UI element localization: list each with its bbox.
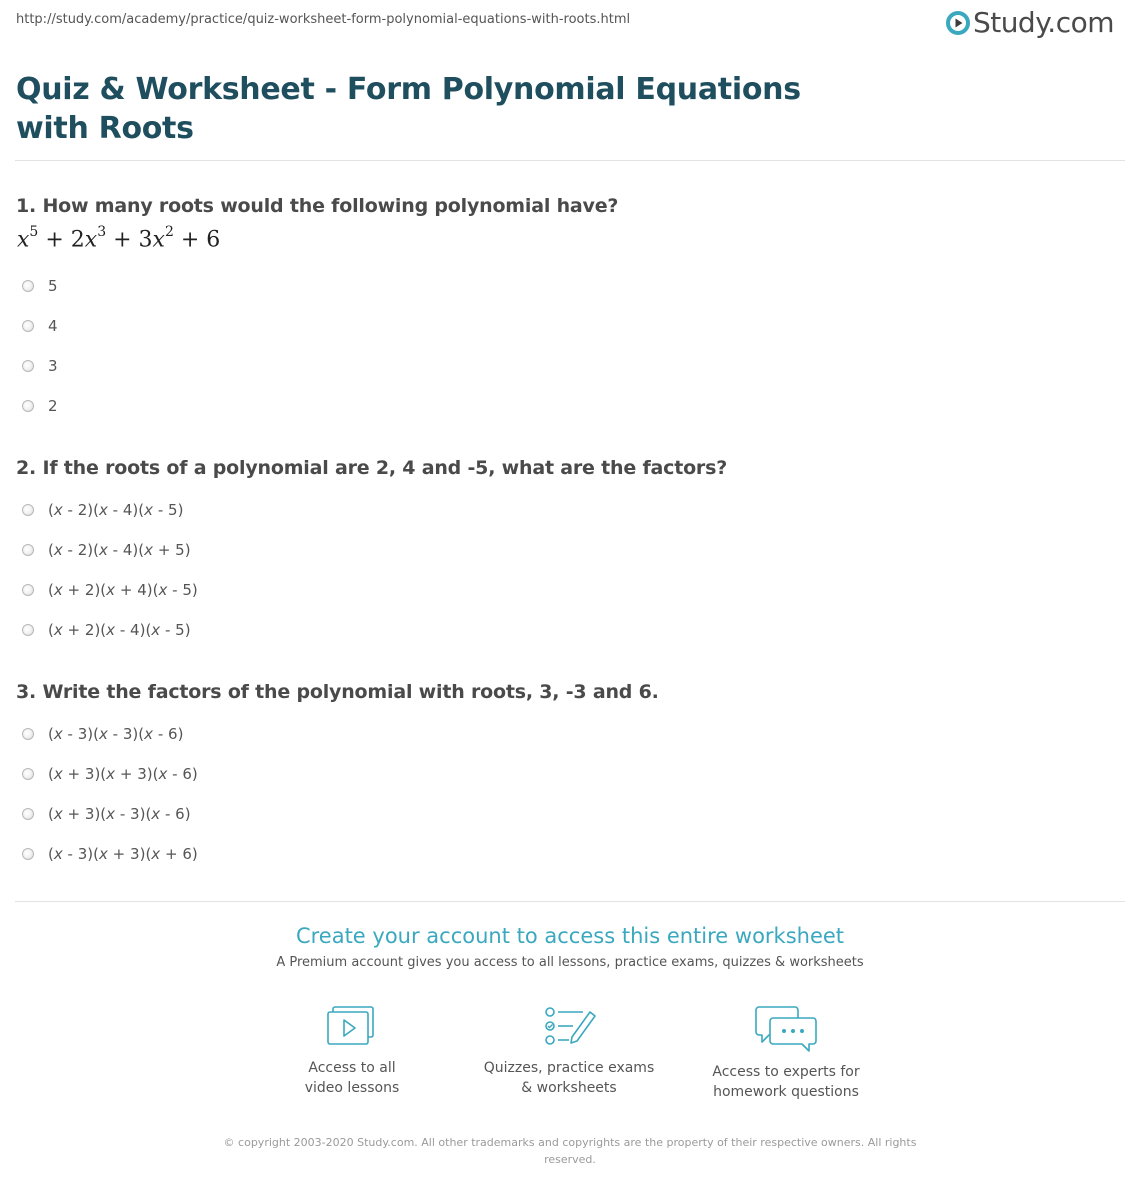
answer-option[interactable] <box>22 346 58 386</box>
radio-button[interactable] <box>22 400 34 412</box>
question-1-prompt: 1. How many roots would the following polynomial have? <box>16 195 619 217</box>
feature-line: & worksheets <box>521 1080 617 1096</box>
answer-option[interactable] <box>22 306 58 346</box>
feature-line: Access to experts for <box>712 1064 860 1080</box>
answer-option[interactable] <box>22 530 198 570</box>
radio-button[interactable] <box>22 320 34 332</box>
play-circle-icon <box>945 10 971 36</box>
radio-button[interactable] <box>22 728 34 740</box>
quiz-checklist-icon <box>539 1004 599 1050</box>
create-account-link[interactable]: Create your account to access this entire worksheet <box>295 924 845 948</box>
feature-experts <box>686 1004 886 1102</box>
answer-option[interactable] <box>22 834 198 874</box>
answer-option[interactable] <box>22 266 58 306</box>
answer-option[interactable] <box>22 794 198 834</box>
question-1-formula: $x^5 + 2x^3 + 3x^2 + 6$ <box>17 224 221 253</box>
logo-text: Study.com <box>972 6 1114 39</box>
page-title: Quiz & Worksheet - Form Polynomial Equations with Roots <box>16 72 801 146</box>
option-label: (x + 3)(x + 3)(x - 6) <box>48 765 198 783</box>
option-label: (x - 3)(x + 3)(x + 6) <box>48 845 198 863</box>
feature-line: Access to all <box>308 1060 396 1076</box>
feature-line: Quizzes, practice exams <box>483 1060 655 1076</box>
premium-description: A Premium account gives you access to all lessons, practice exams, quizzes & worksheets <box>276 955 864 970</box>
option-label: (x + 3)(x - 3)(x - 6) <box>48 805 191 823</box>
radio-button[interactable] <box>22 848 34 860</box>
option-label: (x - 3)(x - 3)(x - 6) <box>48 725 184 743</box>
feature-line: homework questions <box>713 1084 859 1100</box>
option-label: 3 <box>48 357 58 375</box>
page-url: http://study.com/academy/practice/quiz-worksheet-form-polynomial-equations-with-roots.html <box>16 12 631 27</box>
answer-option[interactable] <box>22 570 198 610</box>
radio-button[interactable] <box>22 584 34 596</box>
divider <box>15 901 1125 902</box>
video-lessons-icon <box>324 1004 380 1050</box>
question-2-options <box>22 490 198 650</box>
question-3-options <box>22 714 198 874</box>
radio-button[interactable] <box>22 504 34 516</box>
answer-option[interactable] <box>22 490 198 530</box>
question-3-prompt: 3. Write the factors of the polynomial with roots, 3, -3 and 6. <box>16 681 659 703</box>
question-2-prompt: 2. If the roots of a polynomial are 2, 4 and -5, what are the factors? <box>16 457 728 479</box>
option-label: 2 <box>48 397 58 415</box>
feature-video-lessons <box>252 1004 452 1098</box>
copyright-notice: © copyright 2003-2020 Study.com. All other trademarks and copyrights are the property of their respective owners. All rights reserved. <box>223 1136 917 1166</box>
divider <box>15 160 1125 161</box>
radio-button[interactable] <box>22 624 34 636</box>
answer-option[interactable] <box>22 754 198 794</box>
option-label: 4 <box>48 317 58 335</box>
answer-option[interactable] <box>22 386 58 426</box>
answer-option[interactable] <box>22 714 198 754</box>
option-label: (x + 2)(x + 4)(x - 5) <box>48 581 198 599</box>
option-label: 5 <box>48 277 58 295</box>
question-1-options <box>22 266 58 426</box>
radio-button[interactable] <box>22 768 34 780</box>
radio-button[interactable] <box>22 280 34 292</box>
answer-option[interactable] <box>22 610 198 650</box>
radio-button[interactable] <box>22 808 34 820</box>
option-label: (x - 2)(x - 4)(x - 5) <box>48 501 184 519</box>
option-label: (x - 2)(x - 4)(x + 5) <box>48 541 191 559</box>
feature-line: video lessons <box>304 1080 400 1096</box>
study-logo[interactable] <box>945 6 1114 39</box>
chat-bubbles-icon <box>753 1004 819 1054</box>
feature-quizzes <box>469 1004 669 1098</box>
radio-button[interactable] <box>22 544 34 556</box>
option-label: (x + 2)(x - 4)(x - 5) <box>48 621 191 639</box>
radio-button[interactable] <box>22 360 34 372</box>
